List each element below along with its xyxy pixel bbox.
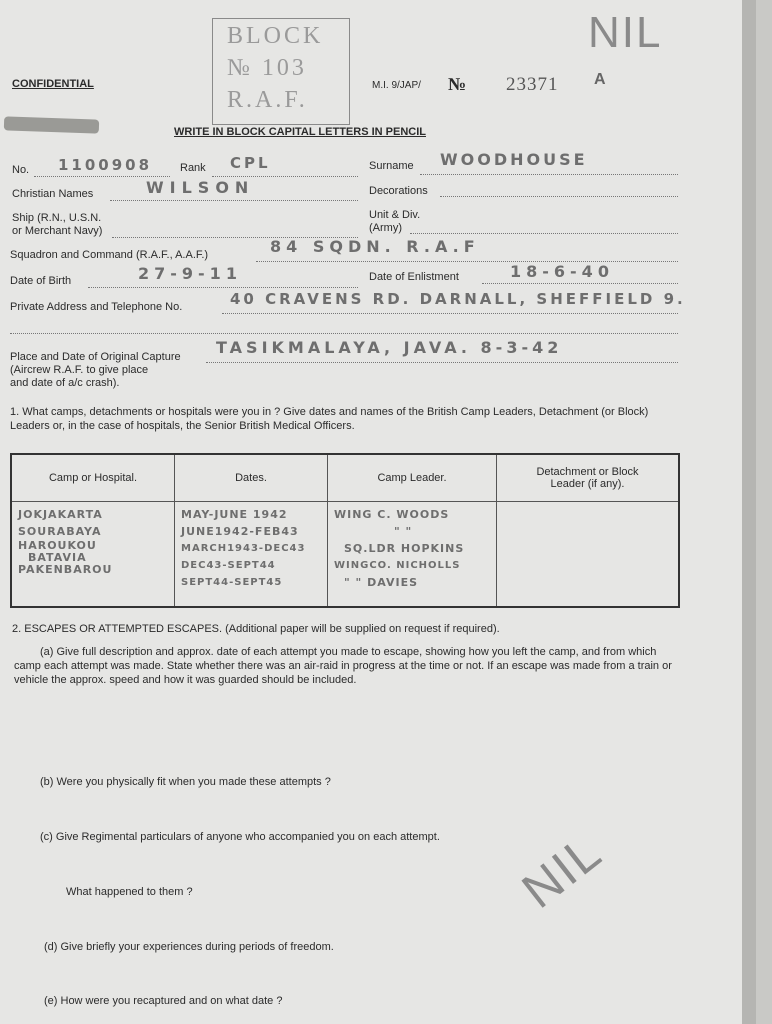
leader-entry: WING C. WOODS	[334, 508, 450, 521]
section-2b: (b) Were you physically fit when you made these attempts ?	[40, 776, 331, 788]
squadron-line	[256, 261, 678, 262]
squadron-label: Squadron and Command (R.A.F., A.A.F.)	[10, 249, 209, 261]
stamp-line: R.A.F.	[227, 87, 308, 113]
form-number: 23371	[506, 74, 559, 95]
dob-line	[88, 287, 358, 288]
enlistment-label: Date of Enlistment	[369, 271, 459, 283]
leader-entry: SQ.LDR HOPKINS	[344, 542, 465, 555]
question-1: 1. What camps, detachments or hospitals were you in ? Give dates and names of the British Camp Leaders, Detachment (or Block) Leaders or, in the case of hospitals, the Senior British Medical Officers.	[10, 406, 649, 432]
ship-label-2: or Merchant Navy)	[12, 225, 103, 237]
dates-entry: SEPT44-SEPT45	[181, 577, 283, 588]
col-camp-header: Camp or Hospital.	[11, 454, 175, 502]
capture-value: TASIKMALAYA, JAVA. 8-3-42	[216, 338, 563, 357]
capture-line	[206, 362, 678, 363]
dates-entry: MARCH1943-DEC43	[181, 543, 306, 554]
capture-label-3: and date of a/c crash).	[10, 377, 120, 389]
enlistment-value: 18-6-40	[510, 262, 614, 281]
number-prefix: №	[448, 74, 467, 94]
nil-annotation-mid: NIL	[511, 823, 613, 919]
detachment-cell	[497, 502, 680, 608]
service-number-value: 1100908	[58, 156, 153, 174]
squadron-value: 84 SQDN. R.A.F	[270, 237, 480, 256]
address-line	[222, 313, 678, 314]
decorations-line	[440, 196, 678, 197]
camps-table	[10, 453, 680, 608]
decorations-label: Decorations	[369, 185, 428, 197]
leader-entry: WINGCO. NICHOLLS	[334, 560, 461, 571]
section-2d: (d) Give briefly your experiences during periods of freedom.	[44, 941, 334, 953]
no-label: No.	[12, 164, 30, 176]
stamp-line: BLOCK	[227, 23, 324, 49]
col-dates-header: Dates.	[175, 454, 328, 502]
camp-entry: BATAVIA	[28, 551, 87, 564]
address-line-2	[10, 333, 678, 334]
section-2a: (a) Give full description and approx. date of each attempt you made to escape, showing how you left the camp, and from which camp each attempt was made. State whether there was an air-raid in progress at the time or not. If an escape was made from a train or vehicle the approx. speed and how it was guarded should be included.	[14, 646, 672, 686]
table-header-row	[11, 454, 679, 502]
page-edge	[742, 0, 756, 1024]
dates-entry: JUNE1942-FEB43	[181, 525, 299, 538]
stamp-line: № 103	[227, 55, 307, 81]
form-code: M.I. 9/JAP/	[372, 80, 421, 91]
dates-entry: MAY-JUNE 1942	[181, 508, 288, 521]
camp-entry: PAKENBAROU	[18, 563, 113, 576]
section-2-title: 2. ESCAPES OR ATTEMPTED ESCAPES. (Additional paper will be supplied on request if required).	[12, 623, 500, 635]
no-line	[34, 176, 170, 177]
unit-label-2: (Army)	[369, 222, 402, 234]
christian-names-line	[110, 200, 358, 201]
instruction-heading: WRITE IN BLOCK CAPITAL LETTERS IN PENCIL	[174, 126, 426, 138]
unit-label: Unit & Div.	[369, 209, 421, 221]
rank-label: Rank	[180, 162, 206, 174]
table-row	[11, 502, 679, 608]
col-detachment-header: Detachment or Block Leader (if any).	[497, 454, 680, 502]
dates-entry: DEC43-SEPT44	[181, 560, 276, 571]
camp-cell	[11, 502, 175, 608]
leader-entry: " " DAVIES	[344, 576, 419, 589]
camp-entry: HAROUKOU	[18, 539, 97, 552]
capture-label: Place and Date of Original Capture	[10, 351, 181, 363]
camp-entry: SOURABAYA	[18, 525, 102, 538]
dates-cell	[175, 502, 328, 608]
christian-names-label: Christian Names	[12, 188, 94, 200]
address-label: Private Address and Telephone No.	[10, 301, 183, 313]
address-value: 40 CRAVENS RD. DARNALL, SHEFFIELD 9.	[230, 290, 686, 308]
camp-entry: JOKJAKARTA	[18, 508, 103, 521]
nil-annotation-top: NIL	[588, 8, 663, 57]
surname-line	[420, 174, 678, 175]
leader-entry: " "	[394, 525, 413, 538]
confidential-label: CONFIDENTIAL	[12, 78, 94, 90]
section-2c-followup: What happened to them ?	[66, 886, 193, 898]
enlistment-line	[482, 283, 678, 284]
col-leader-header: Camp Leader.	[328, 454, 497, 502]
rank-value: CPL	[230, 154, 271, 172]
dob-label: Date of Birth	[10, 275, 72, 287]
surname-label: Surname	[369, 160, 414, 172]
page-edge	[756, 0, 772, 1024]
dob-value: 27-9-11	[138, 264, 242, 283]
surname-value: WOODHOUSE	[440, 150, 588, 169]
section-2c: (c) Give Regimental particulars of anyone who accompanied you on each attempt.	[40, 831, 440, 843]
unit-line	[410, 233, 678, 234]
tape-strip	[4, 116, 99, 133]
ship-label: Ship (R.N., U.S.N.	[12, 212, 102, 224]
section-2e: (e) How were you recaptured and on what date ?	[44, 995, 283, 1007]
rank-line	[212, 176, 358, 177]
capture-label-2: (Aircrew R.A.F. to give place	[10, 364, 149, 376]
christian-names-value: WILSON	[146, 178, 255, 197]
leader-cell	[328, 502, 497, 608]
block-stamp	[212, 18, 350, 125]
form-suffix: A	[594, 71, 606, 88]
